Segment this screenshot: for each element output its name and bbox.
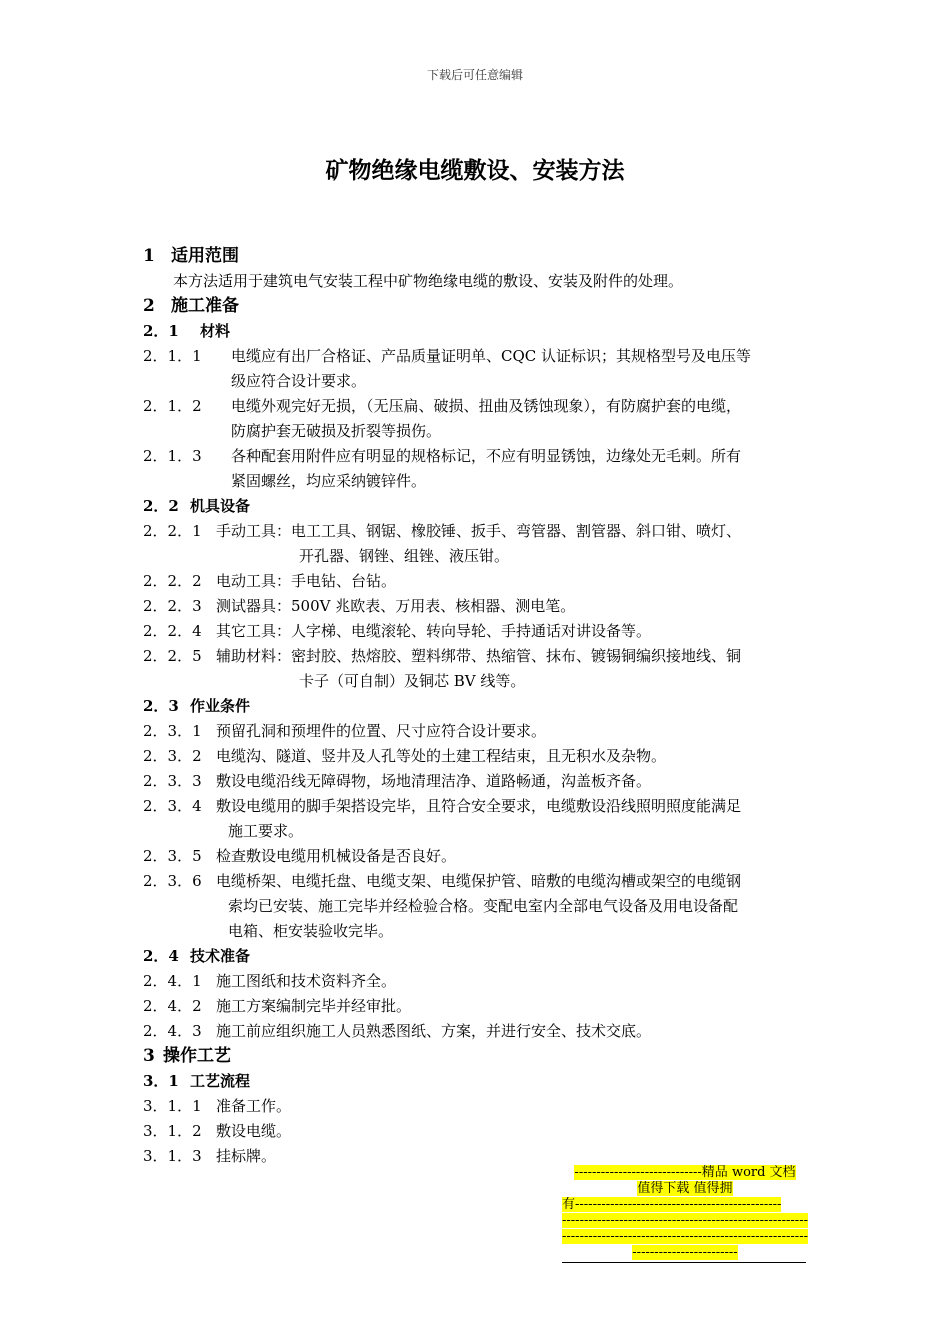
subsection-title: 技术准备 (190, 947, 251, 965)
item-number: 2．3．1 (143, 722, 202, 740)
footer-line: 有----------------------------------------------- (562, 1197, 782, 1212)
subsection-number: 2．3 (143, 697, 179, 715)
subsection-heading (143, 1069, 823, 1094)
section-heading (143, 294, 823, 319)
item-number: 2．2．1 (143, 522, 202, 540)
list-item (143, 844, 823, 869)
item-number: 2．1．3 (143, 447, 202, 465)
item-text: 辅助材料：密封胶、热熔胶、塑料绑带、热缩管、抹布、镀锡铜编织接地线、铜 (216, 647, 742, 665)
subsection-title: 材料 (200, 322, 231, 340)
list-item (143, 769, 823, 794)
list-item (143, 569, 823, 594)
item-number: 2．2．5 (143, 647, 202, 665)
item-number: 3．1．1 (143, 1097, 202, 1115)
item-text: 电缆桥架、电缆托盘、电缆支架、电缆保护管、暗敷的电缆沟槽或架空的电缆钢 (216, 872, 742, 890)
item-number: 2．2．4 (143, 622, 202, 640)
subsection-heading (143, 944, 823, 969)
item-continuation: 防腐护套无破损及折裂等损伤。 (231, 422, 442, 440)
list-item (143, 869, 823, 894)
subsection-heading (143, 694, 823, 719)
item-text: 挂标牌。 (216, 1147, 277, 1165)
item-continuation: 开孔器、钢锉、组锉、液压钳。 (299, 547, 510, 565)
item-text: 电动工具：手电钻、台钻。 (216, 572, 397, 590)
list-item (143, 644, 823, 669)
page-header: 下载后可任意编辑 (426, 68, 523, 82)
paragraph: 本方法适用于建筑电气安装工程中矿物绝缘电缆的敷设、安装及附件的处理。 (173, 272, 684, 290)
item-text: 电缆沟、隧道、竖井及人孔等处的土建工程结束，且无积水及杂物。 (216, 747, 667, 765)
item-continuation: 卡子（可自制）及铜芯 BV 线等。 (299, 672, 526, 690)
item-continuation: 级应符合设计要求。 (231, 372, 367, 390)
item-number: 2．3．2 (143, 747, 202, 765)
item-text: 预留孔洞和预埋件的位置、尺寸应符合设计要求。 (216, 722, 547, 740)
item-text: 电缆应有出厂合格证、产品质量证明单、CQC 认证标识；其规格型号及电压等 (231, 347, 752, 365)
subsection-title: 作业条件 (190, 697, 251, 715)
item-text: 手动工具：电工工具、钢锯、橡胶锤、扳手、弯管器、割管器、斜口钳、喷灯、 (216, 522, 742, 540)
item-number: 2．3．3 (143, 772, 202, 790)
footer-line: ------------------------ (632, 1245, 738, 1260)
item-number: 2．3．4 (143, 797, 202, 815)
subsection-number: 2．2 (143, 497, 179, 515)
section-heading (143, 1044, 823, 1069)
item-continuation: 电箱、柜安装验收完毕。 (228, 922, 394, 940)
section-heading (143, 244, 823, 269)
item-number: 2．1．2 (143, 397, 202, 415)
subsection-heading (143, 494, 823, 519)
section-number: 1 (143, 246, 155, 266)
item-text: 其它工具：人字梯、电缆滚轮、转向导轮、手持通话对讲设备等。 (216, 622, 652, 640)
subsection-title: 工艺流程 (190, 1072, 251, 1090)
section-title: 适用范围 (171, 246, 239, 266)
item-text: 各种配套用附件应有明显的规格标记，不应有明显锈蚀，边缘处无毛刺。所有 (231, 447, 742, 465)
subsection-heading (143, 319, 823, 344)
footer-line: 值得下载 值得拥 (637, 1181, 733, 1196)
item-continuation: 索均已安装、施工完毕并经检验合格。变配电室内全部电气设备及用电设备配 (228, 897, 739, 915)
item-number: 2．2．2 (143, 572, 202, 590)
document-title: 矿物绝缘电缆敷设、安装方法 (325, 157, 625, 184)
item-text: 准备工作。 (216, 1097, 292, 1115)
item-number: 2．4．3 (143, 1022, 202, 1040)
section-number: 2 (143, 296, 155, 316)
item-continuation: 紧固螺丝，均应采纳镀锌件。 (231, 472, 427, 490)
item-number: 3．1．2 (143, 1122, 202, 1140)
list-item (143, 794, 823, 819)
subsection-number: 2．4 (143, 947, 179, 965)
item-number: 2．4．1 (143, 972, 202, 990)
list-item (143, 344, 823, 369)
list-item (143, 1094, 823, 1119)
item-number: 2．2．3 (143, 597, 202, 615)
list-item (143, 594, 823, 619)
footer-line: -------------------------------------------------------- (562, 1213, 808, 1228)
subsection-number: 3．1 (143, 1072, 179, 1090)
item-text: 施工前应组织施工人员熟悉图纸、方案，并进行安全、技术交底。 (216, 1022, 652, 1040)
footer-line: -------------------------------------------------------- (562, 1229, 808, 1244)
subsection-title: 机具设备 (190, 497, 251, 515)
item-text: 施工图纸和技术资料齐全。 (216, 972, 397, 990)
list-item (143, 1019, 823, 1044)
item-number: 2．3．6 (143, 872, 202, 890)
list-item (143, 1119, 823, 1144)
document-body (143, 244, 823, 1169)
section-number: 3 (143, 1046, 155, 1066)
item-number: 2．1．1 (143, 347, 202, 365)
item-text: 电缆外观完好无损，（无压扁、破损、扭曲及锈蚀现象），有防腐护套的电缆， (231, 397, 742, 415)
list-item (143, 969, 823, 994)
list-item (143, 719, 823, 744)
section-title: 施工准备 (171, 296, 239, 316)
item-number: 2．3．5 (143, 847, 202, 865)
list-item (143, 444, 823, 469)
item-text: 敷设电缆。 (216, 1122, 292, 1140)
list-item (143, 394, 823, 419)
footer-line: -----------------------------精品 word 文档 (574, 1165, 796, 1180)
list-item (143, 619, 823, 644)
item-number: 2．4．2 (143, 997, 202, 1015)
footer-note (562, 1165, 808, 1261)
item-continuation: 施工要求。 (228, 822, 304, 840)
list-item (143, 994, 823, 1019)
list-item (143, 519, 823, 544)
item-text: 测试器具：500V 兆欧表、万用表、核相器、测电笔。 (216, 597, 576, 615)
item-text: 敷设电缆用的脚手架搭设完毕，且符合安全要求，电缆敷设沿线照明照度能满足 (216, 797, 742, 815)
item-text: 施工方案编制完毕并经审批。 (216, 997, 412, 1015)
item-number: 3．1．3 (143, 1147, 202, 1165)
list-item (143, 744, 823, 769)
footer-divider (562, 1262, 806, 1263)
item-text: 敷设电缆沿线无障碍物，场地清理洁净、道路畅通，沟盖板齐备。 (216, 772, 652, 790)
item-text: 检查敷设电缆用机械设备是否良好。 (216, 847, 457, 865)
subsection-number: 2．1 (143, 322, 179, 340)
section-title: 操作工艺 (163, 1046, 231, 1066)
